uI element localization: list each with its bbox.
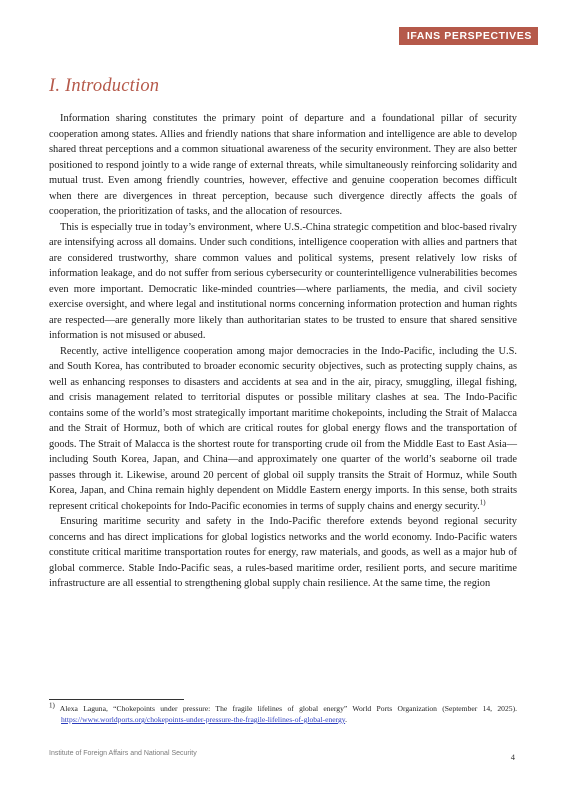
body-text [49, 111, 517, 592]
footnote-reference[interactable]: 1) [479, 498, 486, 507]
series-badge: IFANS PERSPECTIVES [399, 27, 538, 45]
paragraph-text: Recently, active intelligence cooperation among major democracies in the Indo-Pacific, including the U.S. and South Korea, has contributed to broader economic security objectives, such as protecting supply chains, as well as enhancing responses to disasters and accidents at sea and in the air, piracy, smuggling, illegal fishing, and crisis management related to territorial disputes or possible military clashes at sea. The Indo-Pacific contains some of the world’s most strategically important maritime chokepoints, including the Strait of Malacca and the Strait of Hormuz, both of which are critical routes for global energy flows and the transportation of goods. The Strait of Malacca is the shortest route for transporting crude oil from the Middle East to East Asia—including South Korea, Japan, and China—and approximately one quarter of the world’s seaborne oil trade passes through it. Likewise, around 20 percent of global oil supply transits the Strait of Hormuz, while South Korea, Japan, and China remain highly dependent on Middle Eastern energy imports. In this sense, both straits represent critical chokepoints for Indo-Pacific economies in terms of supply chains and energy security. [49, 345, 517, 512]
paragraph [49, 344, 517, 515]
footnote-text: Alexa Laguna, “Chokepoints under pressure: The fragile lifelines of global energy” World Ports Organization (September 14, 2025). [59, 704, 518, 713]
footnote-divider [49, 699, 184, 700]
paragraph: Information sharing constitutes the primary point of departure and a foundational pillar of security cooperation among states. Allies and friendly nations that share information and intelligence are able to develop shared threat perceptions and a common situational awareness of the security environment. They are also better positioned to respond jointly to a wide range of external threats, while simultaneously reinforcing solidarity and mutual trust. Even among friendly countries, however, effective and genuine cooperation becomes difficult when there are divergences in threat perception, because such divergence directly affects the goals of cooperation, the prioritization of tasks, and the allocation of resources. [49, 113, 517, 217]
footnote-link[interactable]: https://www.worldports.org/chokepoints-under-pressure-the-fragile-lifelines-of-global-energy [61, 715, 346, 724]
footnote-marker: 1) [49, 701, 55, 710]
footnote-link-suffix: . [345, 715, 348, 724]
footnote-body [49, 703, 517, 725]
section-title: I. Introduction [49, 76, 160, 96]
paragraph: Ensuring maritime security and safety in the Indo-Pacific therefore extends beyond regional security concerns and has direct implications for global logistics networks and the world economy. Indo-Pacific waters constitute critical maritime transportation routes for energy, raw materials, and goods, as well as a major hub of global commerce. Stable Indo-Pacific seas, a rules-based maritime order, resilient ports, and secure maritime infrastructure are all essential to strengthening global supply chain resilience. At the same time, the region [49, 516, 517, 589]
footnote [49, 703, 517, 725]
page-number: 4 [510, 752, 515, 762]
paragraph: This is especially true in today’s environment, where U.S.-China strategic competition and bloc-based rivalry are intensifying across all domains. Under such conditions, intelligence cooperation with allies and partners that are considered trustworthy, share common values and political systems, present relatively low risks of information leakage, and do not suffer from serious cybersecurity or counterintelligence vulnerabilities becomes even more important. Democratic like-minded countries—where parliaments, the media, and civil society exercise oversight, and where legal and institutional norms concerning information protection and human rights are respected—are generally more likely than authoritarian states to be trusted to ensure that shared sensitive information is not misused or abused. [49, 221, 517, 341]
footer-institute-name: Institute of Foreign Affairs and National Security [49, 750, 197, 757]
